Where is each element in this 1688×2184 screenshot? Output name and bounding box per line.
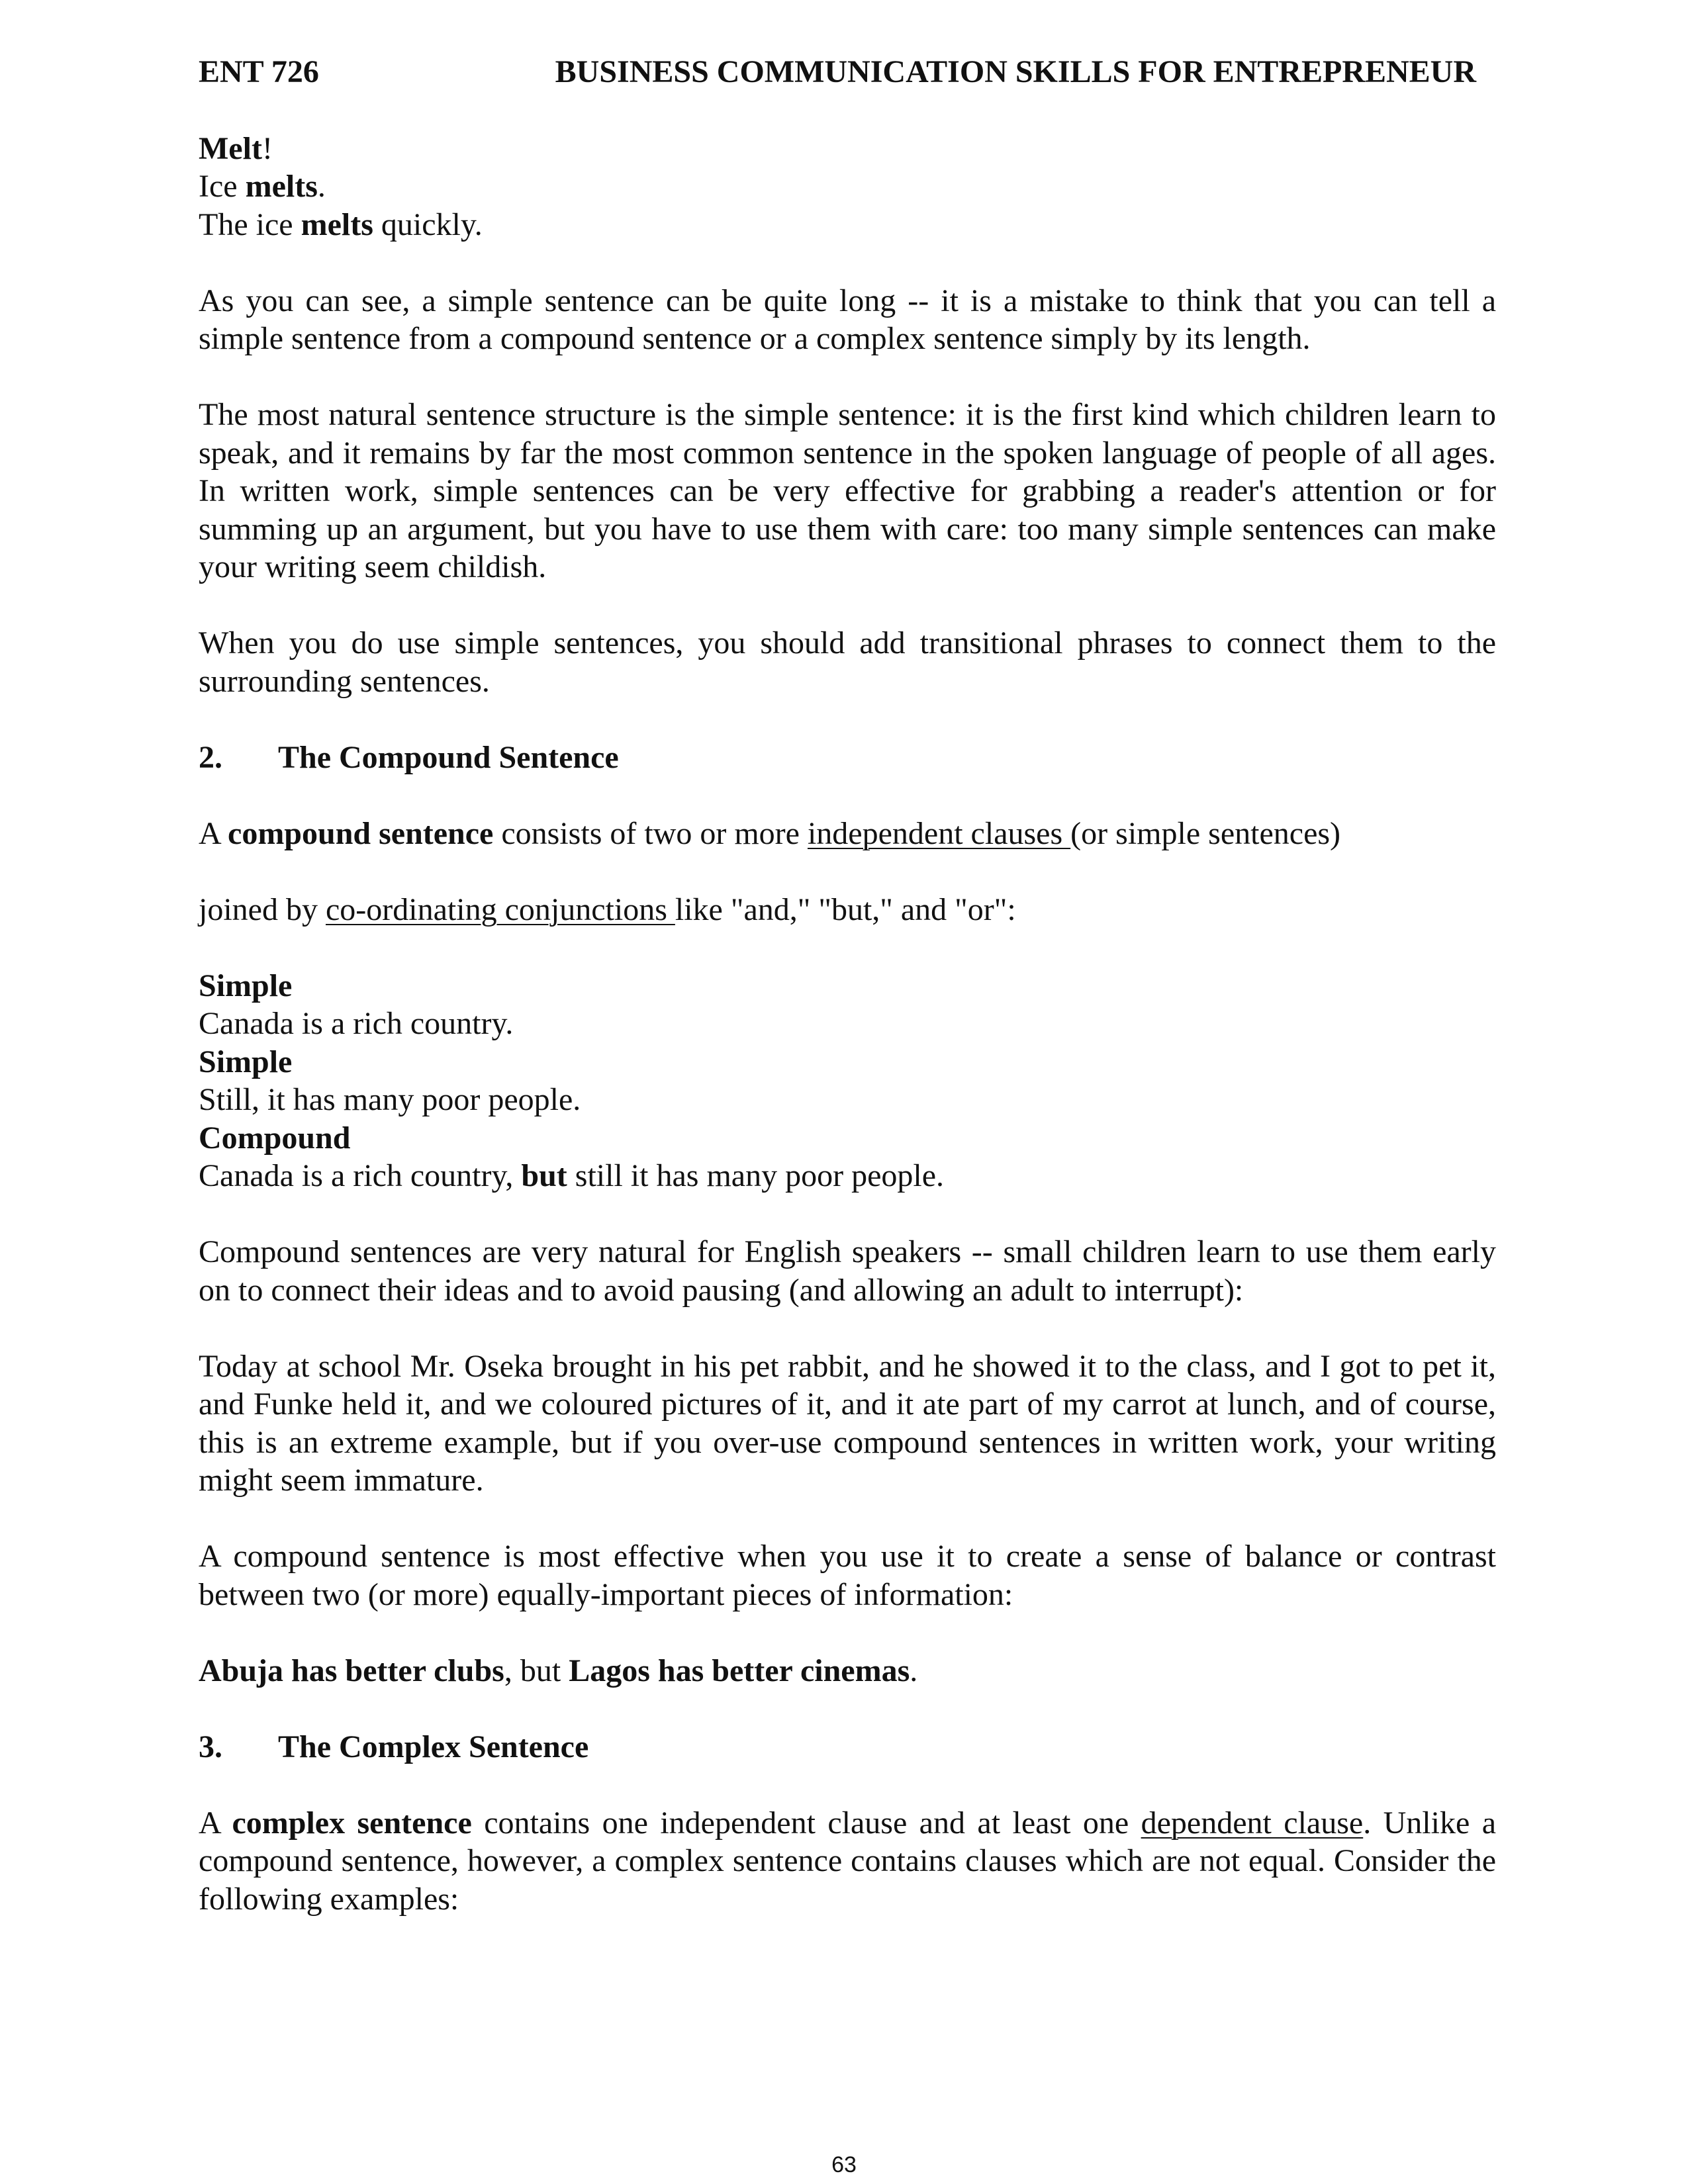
melt-before: Ice [199,169,246,204]
text-run: (or simple sentences) [1070,815,1341,851]
example-sentence [199,1157,1496,1195]
contrast-example [199,1652,1496,1690]
course-code: ENT 726 [199,54,319,89]
conjunction-bold: but [521,1158,567,1193]
text-run: . [910,1653,918,1688]
text-bold: Abuja has better clubs [199,1653,504,1688]
example-label [199,1119,1496,1158]
example-label [199,967,1496,1005]
text-run: A [199,815,228,851]
melt-line-2 [199,167,1496,206]
text-run: joined by [199,891,326,927]
example-label [199,1043,1496,1081]
melt-bold: melts [301,206,373,242]
text-run: contains one independent clause and at least one [471,1805,1141,1841]
compound-definition [199,815,1496,853]
link-dependent-clause[interactable]: dependent clause [1141,1805,1364,1841]
text-run: Canada is a rich country, [199,1158,522,1193]
section-heading-compound [199,739,1496,777]
section-heading-complex [199,1728,1496,1766]
page-header [199,53,1496,91]
text-run: consists of two or more [493,815,808,851]
melt-before: The ice [199,206,301,242]
paragraph-extreme-example: Today at school Mr. Oseka brought in his pet rabbit, and he showed it to the class, and I got to pet it, and Funke held it, and we coloured pictures of it, and it ate part of my carrot at lunch, and of course, this is an extreme example, but if you over-use compound sentences in written work, your writing might seem immature. [199,1348,1496,1498]
page-number: 63 [831,2152,857,2177]
term-complex-sentence: complex sentence [232,1805,472,1841]
paragraph-natural-for-speakers: Compound sentences are very natural for English speakers -- small children learn to use them early on to connect their ideas and to avoid pausing (and allowing an adult to interrupt): [199,1234,1496,1308]
link-independent-clauses[interactable]: independent clauses [807,815,1071,851]
melt-after: ! [261,130,273,166]
example-sentence: Still, it has many poor people. [199,1082,581,1117]
text-run: A [199,1805,232,1841]
melt-examples [199,130,1496,244]
label-compound: Compound [199,1120,351,1156]
complex-definition [199,1804,1496,1919]
section-number: 3. [199,1729,222,1764]
document-page [199,53,1496,1956]
melt-line-3 [199,206,1496,244]
label-simple: Simple [199,1044,293,1079]
section-title: The Compound Sentence [278,739,619,775]
label-simple: Simple [199,968,293,1003]
melt-bold: Melt [199,130,262,166]
term-compound-sentence: compound sentence [228,815,494,851]
melt-line-1 [199,130,1496,168]
joined-by-line [199,891,1496,929]
melt-bold: melts [245,169,318,204]
paragraph-transitional-phrases: When you do use simple sentences, you should add transitional phrases to connect them to the surrounding sentences. [199,625,1496,699]
melt-after: . [317,169,326,204]
text-run: , but [504,1653,569,1688]
section-title: The Complex Sentence [278,1729,589,1764]
text-run: still it has many poor people. [567,1158,945,1193]
compound-examples [199,967,1496,1195]
melt-after: quickly. [373,206,483,242]
example-sentence: Canada is a rich country. [199,1006,514,1041]
text-run: . Unlike a compound sentence, however, a complex sentence contains clauses which are not equal. Consider the following examples: [199,1805,1496,1917]
link-coordinating-conjunctions[interactable]: co-ordinating conjunctions [325,891,675,927]
paragraph-sentence-length: As you can see, a simple sentence can be quite long -- it is a mistake to think that you can tell a simple sentence from a compound sentence or a complex sentence simply by its length. [199,283,1496,356]
section-number: 2. [199,739,222,775]
text-bold: Lagos has better cinemas [569,1653,910,1688]
text-run: like "and," "but," and "or": [675,891,1016,927]
paragraph-balance-contrast: A compound sentence is most effective when you use it to create a sense of balance or contrast between two (or more) equally-important pieces of information: [199,1539,1496,1612]
course-title: BUSINESS COMMUNICATION SKILLS FOR ENTREPRENEUR [555,54,1476,89]
paragraph-natural-structure: The most natural sentence structure is the simple sentence: it is the first kind which children learn to speak, and it remains by far the most common sentence in the spoken language of people of all ages. In written work, simple sentences can be very effective for grabbing a reader's attention or for summing up an argument, but you have to use them with care: too many simple sentences can make your writing seem childish. [199,397,1496,584]
